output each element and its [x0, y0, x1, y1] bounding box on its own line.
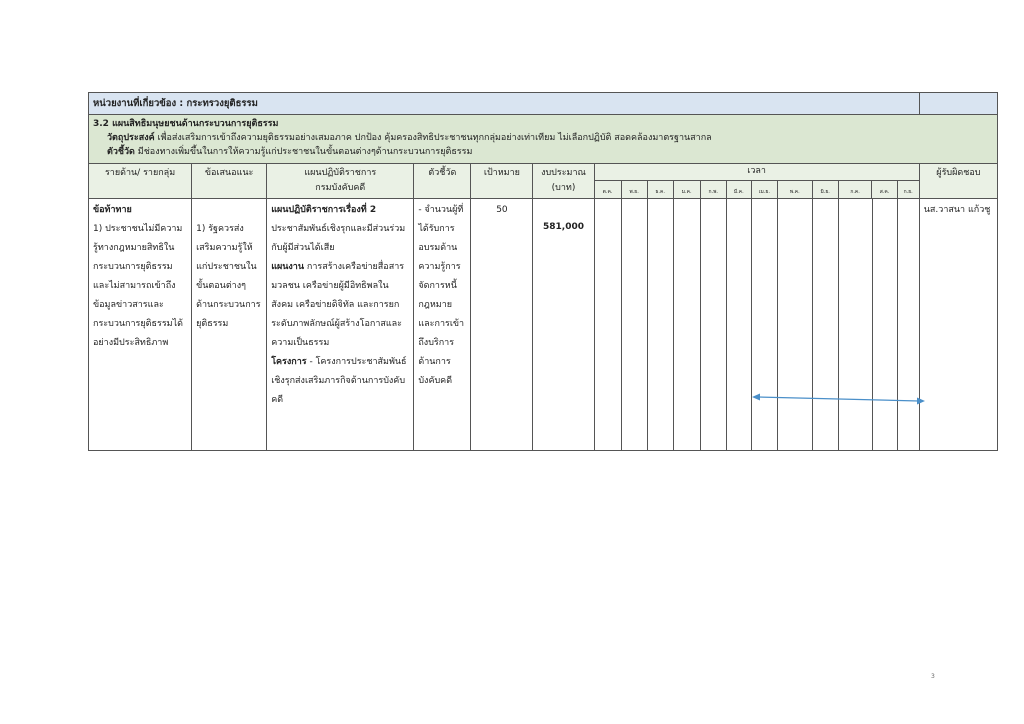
target-cell: 50 — [471, 199, 533, 451]
plan-title: 3.2 แผนสิทธิมนุษยชนด้านกระบวนการยุติธรรม — [93, 119, 279, 129]
indicator-text: มีช่องทางเพิ่มขึ้นในการให้ความรู้แก่ประชาชนในขั้นตอนต่างๆด้านกระบวนการยุติธรรม — [134, 147, 473, 157]
month-header: พ.ย. — [622, 181, 648, 198]
month-header: ม.ค. — [674, 181, 701, 198]
month-cell — [594, 199, 621, 451]
challenge-cell — [89, 199, 192, 451]
work-plan-label: แผนงาน — [271, 262, 305, 272]
project-label: โครงการ — [271, 357, 307, 367]
header-issue: รายด้าน/ รายกลุ่ม — [89, 164, 192, 199]
month-cell — [897, 199, 919, 451]
agency-label: หน่วยงานที่เกี่ยวข้อง : กระทรวงยุติธรรม — [89, 93, 920, 115]
plan-table — [88, 92, 998, 451]
header-action-plan-line2: กรมบังคับคดี — [315, 183, 366, 193]
month-header: มิ.ย. — [813, 181, 839, 198]
header-action-plan-line1: แผนปฏิบัติราชการ — [304, 168, 377, 178]
agency-row-end-cell — [919, 93, 997, 115]
month-cell — [700, 199, 726, 451]
header-budget-line2: (บาท) — [551, 183, 576, 193]
project-text: - โครงการประชาสัมพันธ์เชิงรุกส่งเสริมภารกิจด้านการบังคับคดี — [271, 357, 407, 405]
indicator-label: ตัวชี้วัด — [107, 147, 135, 157]
month-header: เม.ย. — [752, 181, 778, 198]
header-proposal: ข้อเสนอแนะ — [192, 164, 267, 199]
header-row — [89, 164, 998, 199]
plan-row — [89, 115, 998, 164]
header-indicator: ตัวชี้วัด — [414, 164, 471, 199]
responsible-cell: นส.วาสนา แก้วชู — [919, 199, 997, 451]
month-header: ก.พ. — [701, 181, 727, 198]
challenge-title: ข้อท้าทาย — [93, 205, 132, 215]
agency-row — [89, 93, 998, 115]
month-header: ต.ค. — [595, 181, 622, 198]
header-budget-line1: งบประมาณ — [541, 168, 586, 178]
work-plan-text: การสร้างเครือข่ายสื่อสารมวลชน เครือข่ายผู้มีอิทธิพลในสังคม เครือข่ายดิจิทัล และการยกระดับภาพลักษณ์ผู้สร้างโอกาสและความเป็นธรรม — [271, 262, 405, 348]
month-header: ก.ย. — [903, 189, 913, 195]
objective-text: เพื่อส่งเสริมการเข้าถึงความยุติธรรมอย่างเสมอภาค ปกป้อง คุ้มครองสิทธิประชาชนทุกกลุ่มอย่างเท่าเทียม ไม่เลือกปฏิบัติ สอดคล้องมาตรฐานสากล — [154, 133, 712, 143]
header-time — [594, 164, 919, 199]
indicator-cell: - จำนวนผู้ที่ได้รับการอบรมด้านความรู้การจัดการหนี้กฎหมายและการเข้าถึงบริการด้านการบังคับคดี — [414, 199, 471, 451]
header-time-label: เวลา — [595, 164, 919, 181]
month-cell — [838, 199, 872, 451]
month-cell — [647, 199, 673, 451]
document-sheet — [88, 92, 998, 451]
month-cell — [726, 199, 751, 451]
challenge-text: 1) ประชาชนไม่มีความรู้ทางกฎหมายสิทธิในกระบวนการยุติธรรม และไม่สามารถเข้าถึงข้อมูลข่าวสารและกระบวนการยุติธรรมได้อย่างมีประสิทธิภาพ — [93, 224, 183, 348]
plan-description — [89, 115, 998, 164]
month-header: ก.ค. — [839, 181, 873, 198]
budget-cell: 581,000 — [533, 199, 594, 451]
month-header: พ.ค. — [778, 181, 813, 198]
action-plan-cell — [267, 199, 414, 451]
month-cell — [812, 199, 838, 451]
month-header: ธ.ค. — [648, 181, 674, 198]
month-cell — [777, 199, 812, 451]
page-number: 3 — [931, 673, 935, 680]
month-header: ส.ค. — [872, 181, 897, 198]
content-row — [89, 199, 998, 451]
header-target: เป้าหมาย — [471, 164, 533, 199]
header-budget — [533, 164, 594, 199]
month-cell — [872, 199, 897, 451]
month-cell — [621, 199, 647, 451]
proposal-cell: 1) รัฐควรส่งเสริมความรู้ให้แก่ประชาชนในขั้นตอนต่างๆ ด้านกระบวนการยุติธรรม — [192, 199, 267, 451]
month-cell — [751, 199, 777, 451]
objective-label: วัตถุประสงค์ — [107, 133, 155, 143]
month-cell — [673, 199, 700, 451]
action-plan-text: ประชาสัมพันธ์เชิงรุกและมีส่วนร่วมกับผู้มีส่วนได้เสีย — [271, 224, 406, 253]
header-responsible: ผู้รับผิดชอบ — [919, 164, 997, 199]
action-plan-title: แผนปฏิบัติราชการเรื่องที่ 2 — [271, 205, 377, 215]
month-header-strip — [595, 181, 919, 198]
month-header: มี.ค. — [727, 181, 752, 198]
header-action-plan — [267, 164, 414, 199]
